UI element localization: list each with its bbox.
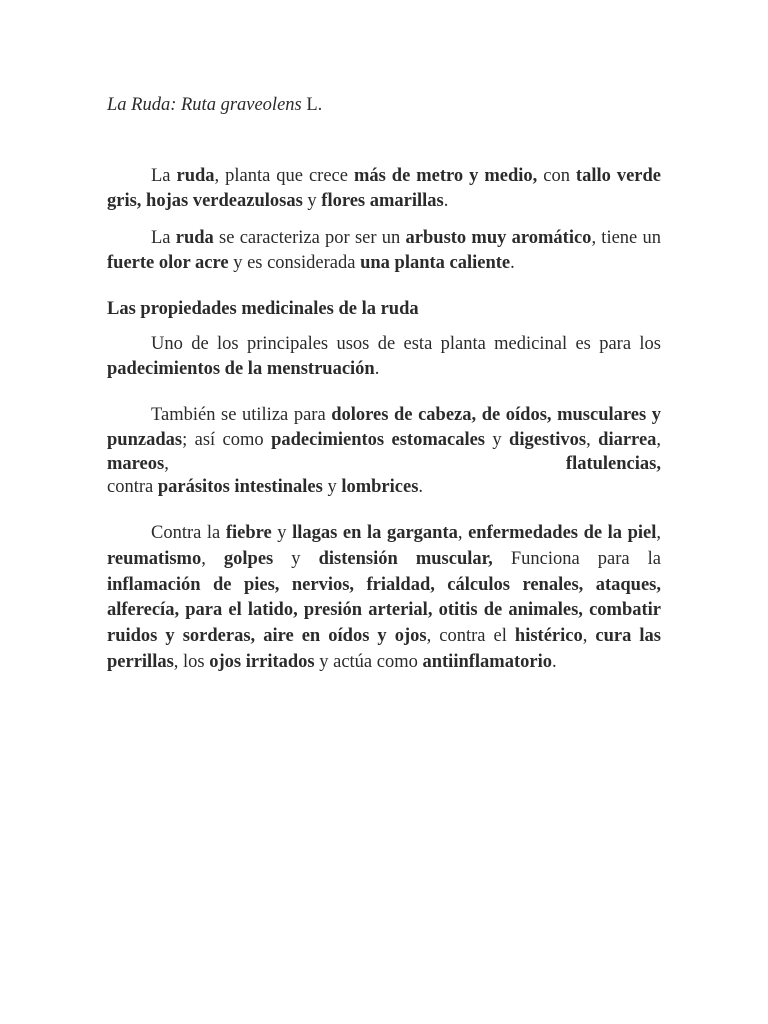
text: ,	[582, 626, 596, 647]
bold-text: histérico	[514, 626, 583, 647]
bold-text: llagas en la garganta	[292, 523, 458, 543]
text: .	[374, 358, 380, 379]
text: Contra la	[151, 523, 226, 543]
bold-text: ruda	[176, 166, 215, 186]
bold-text: dolores de cabeza, de oídos, musculares y punzadas	[107, 405, 661, 450]
bold-text: enfermedades de la piel	[468, 523, 657, 543]
bold-text: digestivos	[509, 429, 587, 450]
bold-text: reumatismo	[107, 548, 202, 569]
text: .	[418, 477, 424, 497]
section-heading: Las propiedades medicinales de la ruda	[107, 299, 419, 319]
bold-text: arbusto muy aromático	[405, 228, 592, 248]
bold-text: antiinflamatorio	[422, 651, 552, 672]
text: y	[271, 523, 293, 543]
bold-text: una planta caliente	[360, 252, 511, 273]
bold-text: diarrea	[598, 429, 657, 450]
title-suffix: L.	[301, 95, 323, 115]
paragraph-uses-a	[107, 403, 661, 476]
bold-text: flatulencias,	[565, 454, 661, 474]
text: ; así como	[182, 429, 272, 450]
document-title	[107, 93, 322, 117]
bold-text: mareos	[107, 454, 165, 474]
text: La	[151, 166, 177, 186]
paragraph-characteristics	[107, 226, 661, 275]
text: .	[510, 252, 515, 273]
text: y	[485, 429, 510, 450]
text: Funciona para la	[492, 548, 661, 569]
paragraph-uses-b	[107, 475, 661, 500]
text: con	[537, 166, 576, 186]
text: ,	[164, 454, 566, 474]
bold-text: cura las perrillas	[107, 626, 661, 672]
bold-text: lombrices	[341, 477, 419, 497]
text: y	[302, 190, 322, 211]
paragraph-intro	[107, 164, 661, 213]
text: , contra el	[426, 626, 515, 647]
text: .	[443, 190, 449, 211]
bold-text: ruda	[175, 228, 214, 248]
text: , tiene un	[591, 228, 662, 248]
bold-text: inflamación de pies, nervios, frialdad, cálculos renales, ataques, alferecía, para el latido, presión arterial, otitis de animales, combatir ruidos y sorderas, aire en oídos y ojos	[107, 574, 661, 647]
bold-text: flores amarillas	[321, 190, 444, 211]
text: Uno de los principales usos de esta planta medicinal es para los	[151, 334, 661, 354]
paragraph-menstruation	[107, 332, 661, 381]
text: ,	[586, 429, 599, 450]
bold-text: padecimientos estomacales	[271, 429, 485, 450]
text: , planta que crece	[214, 166, 354, 186]
bold-text: más de metro y medio,	[353, 166, 538, 186]
text: .	[551, 651, 557, 672]
text: La	[151, 228, 176, 248]
text: , los	[173, 651, 210, 672]
text: ,	[201, 548, 224, 569]
text: ,	[656, 523, 662, 543]
bold-text: padecimientos de la menstruación	[107, 358, 375, 379]
text: contra	[107, 477, 158, 497]
bold-text: parásitos intestinales	[157, 477, 323, 497]
bold-text: ojos irritados	[209, 651, 315, 672]
title-italic: La Ruda: Ruta graveolens	[107, 95, 302, 115]
text: y actúa como	[314, 651, 423, 672]
bold-text: fuerte olor acre	[107, 252, 229, 273]
text: y	[273, 548, 319, 569]
text: se caracteriza por ser un	[213, 228, 406, 248]
bold-text: golpes	[223, 548, 274, 569]
bold-text: distensión muscular,	[318, 548, 493, 569]
text: ,	[457, 523, 469, 543]
paragraph-conditions	[107, 521, 661, 676]
bold-text: tallo verde gris, hojas verdeazulosas	[107, 166, 662, 211]
text: También se utiliza para	[151, 405, 332, 425]
text: y es considerada	[228, 252, 361, 273]
text: y	[322, 477, 342, 497]
text: ,	[656, 429, 661, 450]
bold-text: fiebre	[225, 523, 272, 543]
